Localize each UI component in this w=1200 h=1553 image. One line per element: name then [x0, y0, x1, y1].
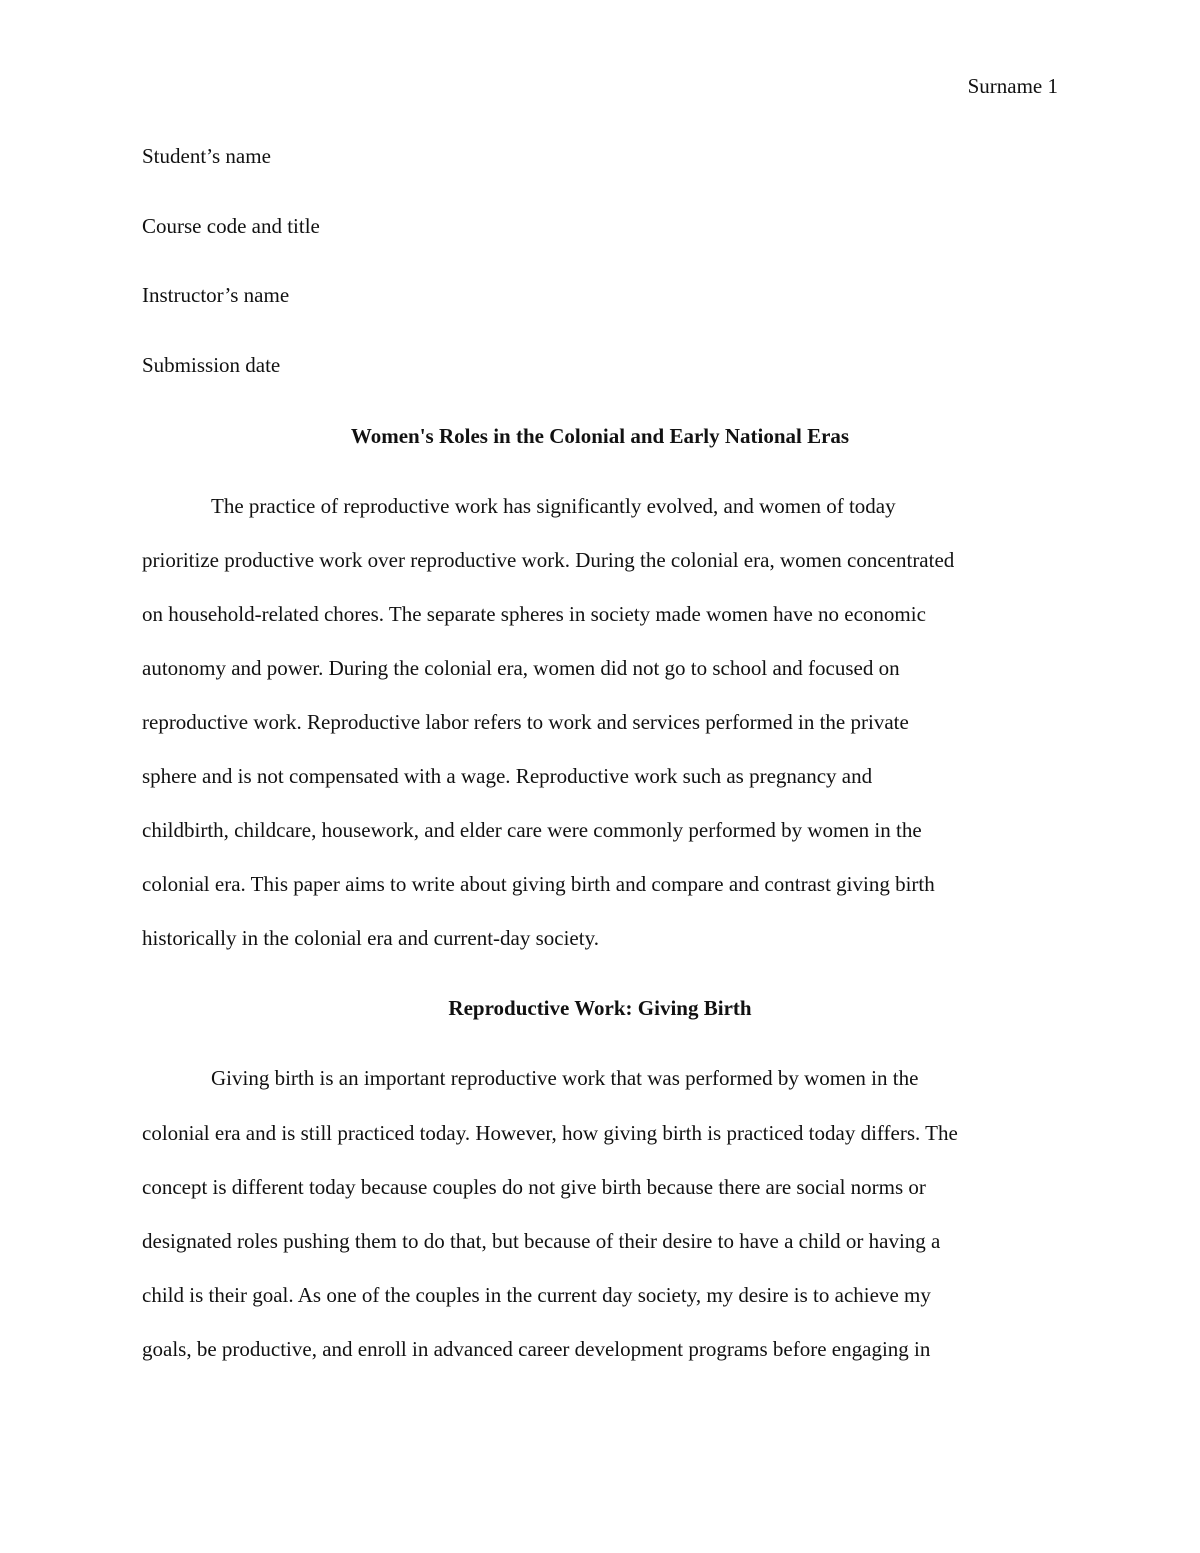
paragraph-1-line: autonomy and power. During the colonial era, women did not go to school and focused on [142, 656, 900, 680]
section-heading: Reproductive Work: Giving Birth [448, 996, 752, 1020]
paragraph-1-line: colonial era. This paper aims to write about giving birth and compare and contrast giving birth [142, 872, 935, 896]
paragraph-1-line: sphere and is not compensated with a wage. Reproductive work such as pregnancy and [142, 764, 873, 788]
paragraph-2-line: Giving birth is an important reproductive work that was performed by women in the [211, 1066, 919, 1090]
submission-date: Submission date [142, 353, 281, 377]
paragraph-1-line: reproductive work. Reproductive labor refers to work and services performed in the private [142, 710, 909, 734]
paragraph-2-line: child is their goal. As one of the couples in the current day society, my desire is to achieve my [142, 1283, 931, 1307]
running-head: Surname 1 [967, 74, 1058, 98]
course-code-and-title: Course code and title [142, 214, 320, 238]
instructor-name: Instructor’s name [142, 283, 290, 307]
paragraph-1-line: on household-related chores. The separate spheres in society made women have no economic [142, 602, 926, 626]
paragraph-1-line: childbirth, childcare, housework, and elder care were commonly performed by women in the [142, 818, 922, 842]
paragraph-2-line: colonial era and is still practiced today. However, how giving birth is practiced today differs. The [142, 1121, 958, 1145]
paragraph-2-line: designated roles pushing them to do that, but because of their desire to have a child or having a [142, 1229, 941, 1253]
paragraph-1-line: historically in the colonial era and current-day society. [142, 926, 599, 950]
paragraph-2-line: goals, be productive, and enroll in advanced career development programs before engaging in [142, 1337, 931, 1361]
paragraph-2-line: concept is different today because couples do not give birth because there are social norms or [142, 1175, 926, 1199]
paragraph-1-line: The practice of reproductive work has significantly evolved, and women of today [211, 494, 896, 518]
paragraph-1-line: prioritize productive work over reproductive work. During the colonial era, women concentrated [142, 548, 955, 572]
student-name: Student’s name [142, 144, 271, 168]
paper-title: Women's Roles in the Colonial and Early National Eras [350, 424, 850, 448]
